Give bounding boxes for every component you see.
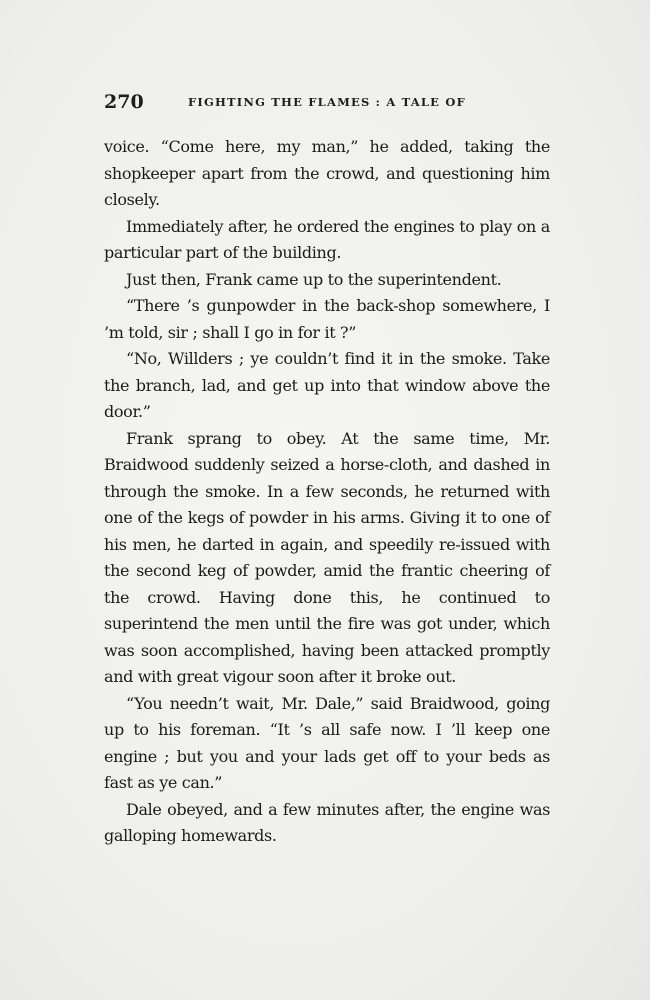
paragraph: “There ’s gunpowder in the back-shop somewhere, I ’m told, sir ; shall I go in for it ?” — [104, 296, 550, 342]
page-number: 270 — [104, 91, 144, 113]
paragraph: Immediately after, he ordered the engines to play on a particular part of the building. — [104, 216, 550, 262]
paragraph: voice. “Come here, my man,” he added, taking the shopkeeper apart from the crowd, and questioning him closely. — [104, 137, 550, 209]
page-header — [104, 91, 550, 117]
running-head: FIGHTING THE FLAMES : A TALE OF — [188, 95, 466, 109]
paragraph: “No, Willders ; ye couldn’t find it in the smoke. Take the branch, lad, and get up into that window above the door.” — [104, 349, 550, 421]
paragraph: Just then, Frank came up to the superintendent. — [126, 269, 502, 289]
body-text — [104, 134, 550, 850]
paragraph: Frank sprang to obey. At the same time, Mr. Braidwood suddenly seized a horse-cloth, and dashed in through the smoke. In a few seconds, he returned with one of the kegs of powder in his arms. Giving it to one of his men, he darted in again, and speedily re-issued with the second keg of powder, amid the frantic cheering of the crowd. Having done this, he continued to superintend the men until the fire was got under, which was soon accomplished, having been attacked promptly and with great vigour soon after it broke out. — [104, 428, 550, 686]
paragraph: Dale obeyed, and a few minutes after, the engine was galloping homewards. — [104, 799, 550, 845]
paragraph: “You needn’t wait, Mr. Dale,” said Braidwood, going up to his foreman. “It ’s all safe now. I ’ll keep one engine ; but you and your lads get off to your beds as fast as ye can.” — [104, 693, 550, 792]
